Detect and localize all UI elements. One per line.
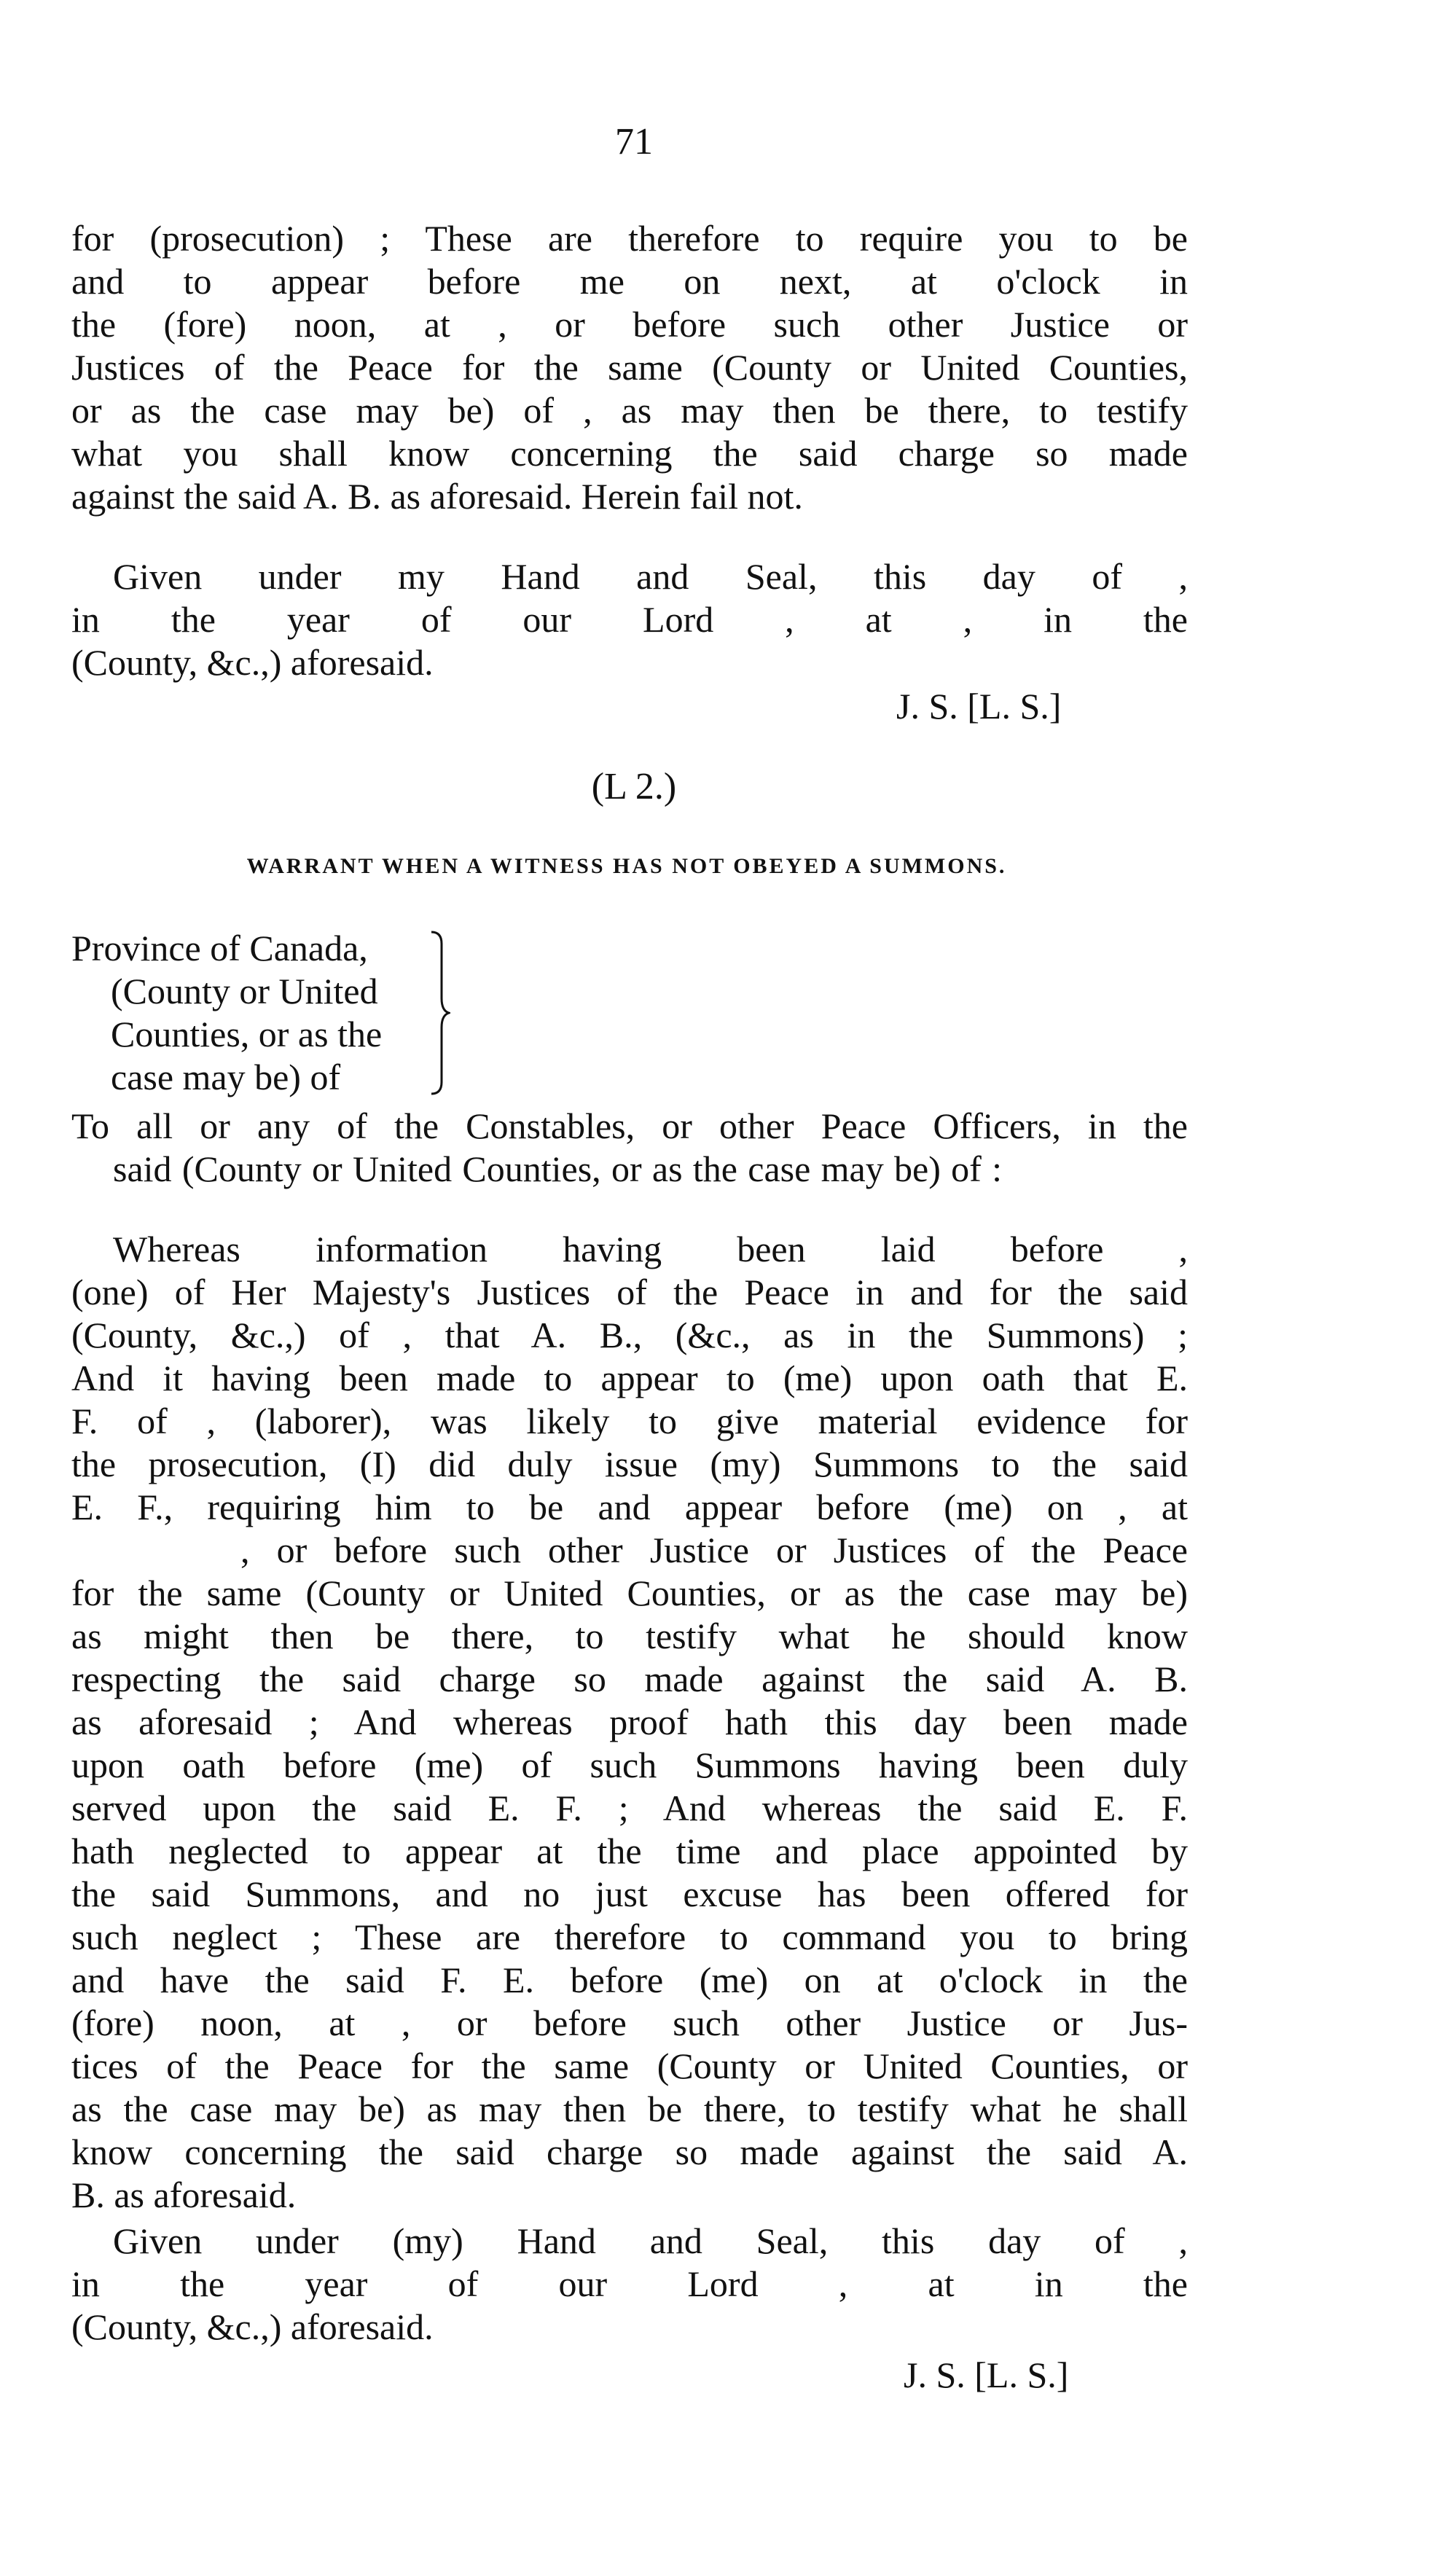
text-line: tices of the Peace for the same (County or United Counties, or bbox=[71, 2045, 1188, 2086]
signature-2: J. S. [L. S.] bbox=[904, 2354, 1069, 2395]
text-line: the said Summons, and no just excuse has been offered for bbox=[71, 1874, 1188, 1914]
text-line: know concerning the said charge so made against the said A. bbox=[71, 2131, 1188, 2172]
text-line: (fore) noon, at , or before such other Justice or Jus- bbox=[71, 2003, 1188, 2043]
text-line: And it having been made to appear to (me) upon oath that E. bbox=[71, 1358, 1188, 1398]
text-line: Given under (my) Hand and Seal, this day of , bbox=[113, 2220, 1188, 2261]
text-line: (County, &c.,) aforesaid. bbox=[71, 642, 434, 683]
text-line: what you shall know concerning the said charge so made bbox=[71, 433, 1188, 474]
text-line: and have the said F. E. before (me) on at o'clock in the bbox=[71, 1960, 1188, 2000]
page-number: 71 bbox=[615, 121, 653, 163]
text-line: upon oath before (me) of such Summons having been duly bbox=[71, 1745, 1188, 1785]
form-label: (L 2.) bbox=[591, 766, 677, 807]
form-heading: WARRANT WHEN A WITNESS HAS NOT OBEYED A SUMMONS. bbox=[246, 854, 1007, 878]
text-line: Given under my Hand and Seal, this day of , bbox=[113, 556, 1188, 597]
text-line: in the year of our Lord , at , in the bbox=[71, 599, 1188, 640]
text-line: and to appear before me on next, at o'clock in bbox=[71, 261, 1188, 302]
text-line: the prosecution, (I) did duly issue (my) Summons to the said bbox=[71, 1444, 1188, 1484]
text-line: in the year of our Lord , at in the bbox=[71, 2263, 1188, 2304]
text-line: or as the case may be) of , as may then be there, to testify bbox=[71, 390, 1188, 431]
signature-1: J. S. [L. S.] bbox=[896, 686, 1062, 727]
curly-brace-icon bbox=[428, 929, 450, 1097]
text-line: To all or any of the Constables, or other Peace Officers, in the bbox=[71, 1105, 1188, 1146]
text-line: as the case may be) as may then be there, to testify what he shall bbox=[71, 2088, 1188, 2129]
text-line: for the same (County or United Counties, or as the case may be) bbox=[71, 1573, 1188, 1613]
venue-line: Counties, or as the bbox=[111, 1014, 383, 1054]
text-line: said (County or United Counties, or as the case may be) of : bbox=[113, 1148, 1002, 1189]
text-line: Justices of the Peace for the same (County or United Counties, bbox=[71, 347, 1188, 388]
venue-line: case may be) of bbox=[111, 1057, 341, 1097]
text-line: as might then be there, to testify what he should know bbox=[71, 1616, 1188, 1656]
text-line: F. of , (laborer), was likely to give material evidence for bbox=[71, 1401, 1188, 1441]
text-line: the (fore) noon, at , or before such other Justice or bbox=[71, 304, 1188, 345]
text-line: , or before such other Justice or Justices of the Peace bbox=[240, 1530, 1188, 1570]
text-line: served upon the said E. F. ; And whereas the said E. F. bbox=[71, 1788, 1188, 1828]
text-line: E. F., requiring him to be and appear before (me) on , at bbox=[71, 1487, 1188, 1527]
venue-line: (County or United bbox=[111, 971, 378, 1011]
venue-line: Province of Canada, bbox=[71, 928, 368, 968]
text-line: B. as aforesaid. bbox=[71, 2174, 297, 2215]
text-line: such neglect ; These are therefore to command you to bring bbox=[71, 1917, 1188, 1957]
text-line: (County, &c.,) aforesaid. bbox=[71, 2306, 434, 2347]
text-line: (one) of Her Majesty's Justices of the Peace in and for the said bbox=[71, 1272, 1188, 1312]
text-line: against the said A. B. as aforesaid. Herein fail not. bbox=[71, 476, 803, 517]
text-line: Whereas information having been laid before , bbox=[113, 1229, 1188, 1269]
text-line: respecting the said charge so made against the said A. B. bbox=[71, 1659, 1188, 1699]
text-line: as aforesaid ; And whereas proof hath this day been made bbox=[71, 1702, 1188, 1742]
text-line: for (prosecution) ; These are therefore to require you to be bbox=[71, 218, 1188, 259]
text-line: hath neglected to appear at the time and place appointed by bbox=[71, 1831, 1188, 1871]
text-line: (County, &c.,) of , that A. B., (&c., as in the Summons) ; bbox=[71, 1315, 1188, 1355]
